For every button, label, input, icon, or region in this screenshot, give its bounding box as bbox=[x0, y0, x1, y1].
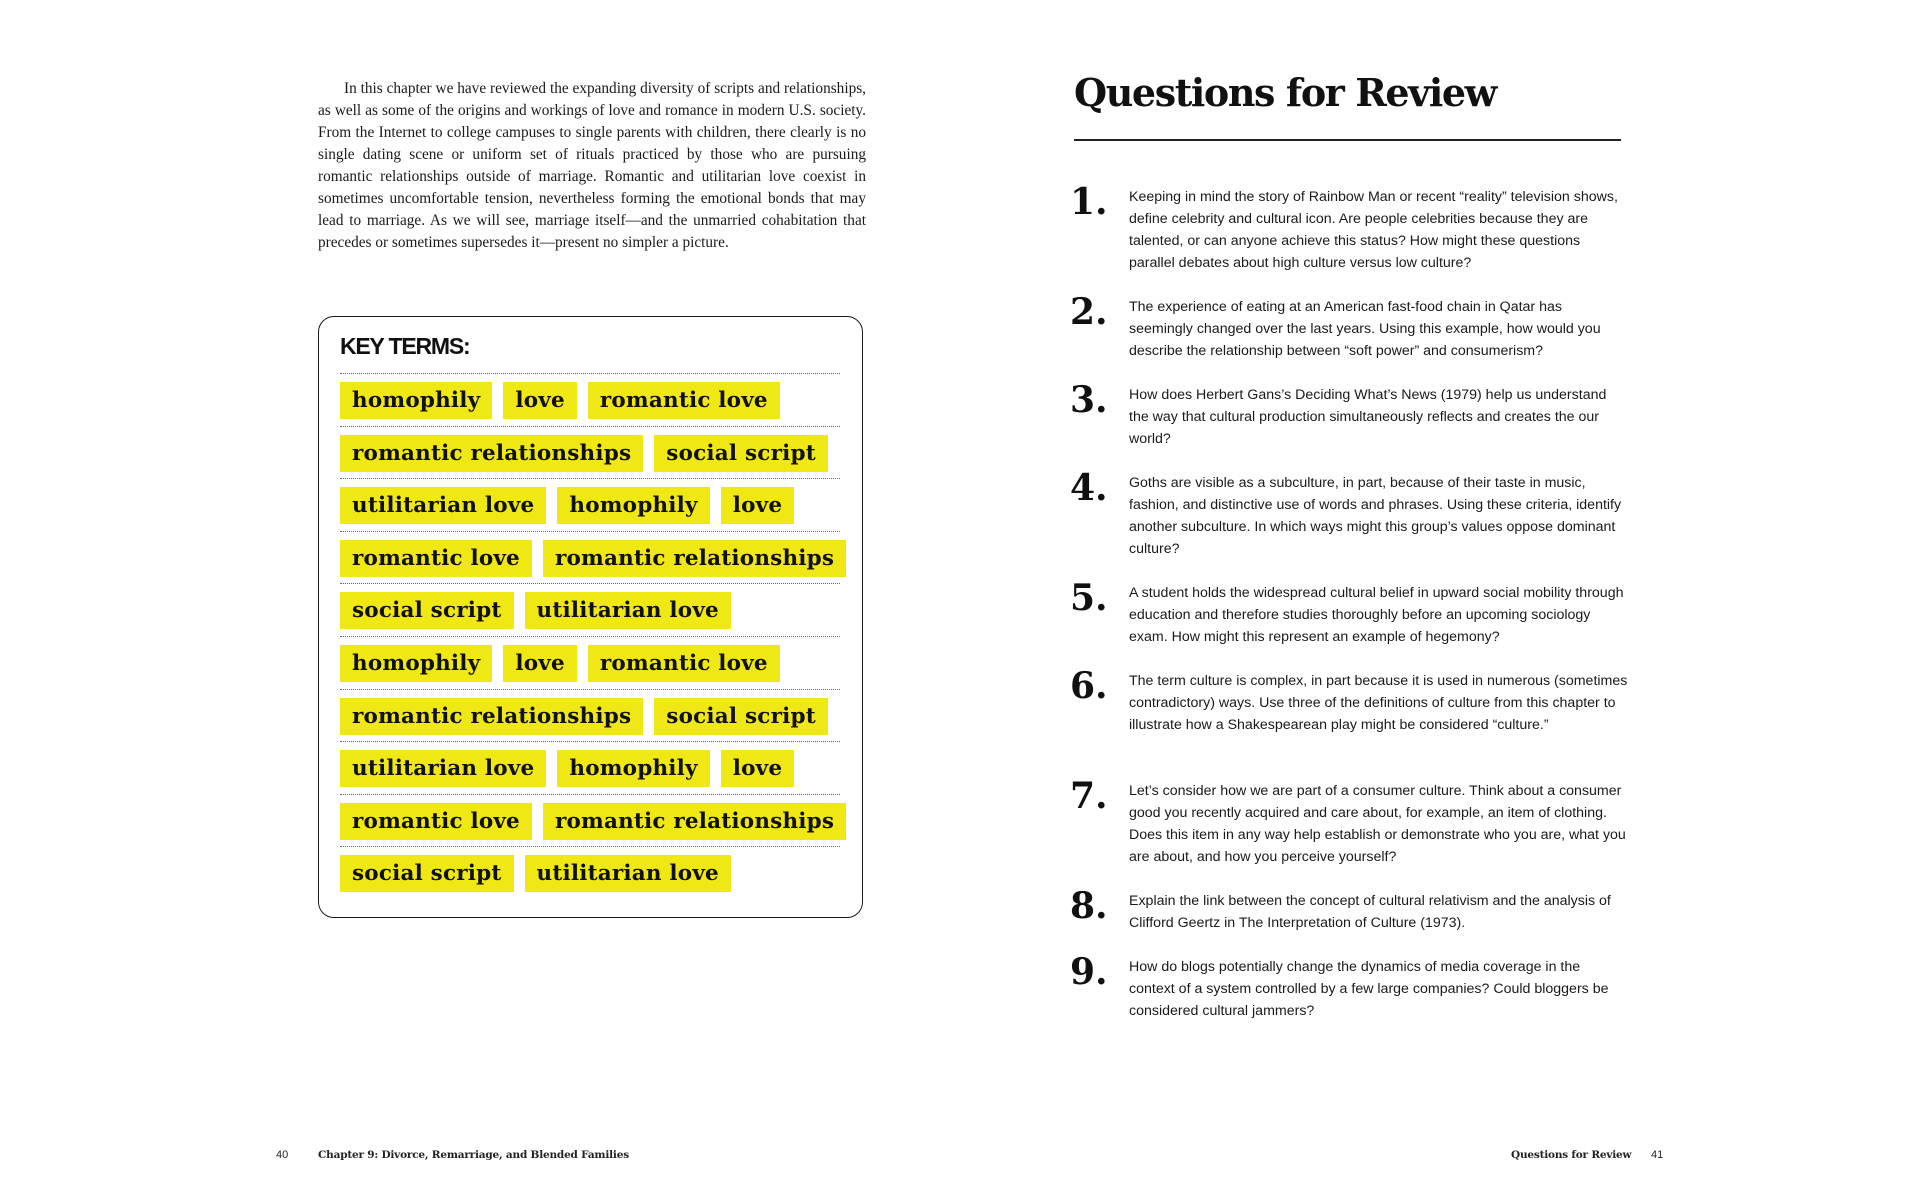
page-title: Questions for Review bbox=[1074, 70, 1496, 115]
key-term: love bbox=[503, 645, 576, 682]
key-term: romantic relationships bbox=[543, 803, 846, 840]
key-terms-row bbox=[340, 583, 840, 636]
question-number: 7. bbox=[1070, 775, 1108, 817]
key-term: homophily bbox=[340, 382, 492, 419]
key-terms-row bbox=[340, 373, 840, 426]
key-term: utilitarian love bbox=[525, 592, 731, 629]
question-text: How do blogs potentially change the dynamics of media coverage in the context of a system controlled by a few large companies? Could bloggers be considered cultural jammers? bbox=[1129, 959, 1609, 1019]
page-number-left: 40 bbox=[276, 1149, 289, 1161]
question-number: 1. bbox=[1070, 181, 1108, 223]
key-term: utilitarian love bbox=[340, 487, 546, 524]
key-terms-row bbox=[340, 794, 840, 847]
question-number: 9. bbox=[1070, 951, 1108, 993]
question-text: Let’s consider how we are part of a consumer culture. Think about a consumer good you recently acquired and care about, for example, an item of clothing. Does this item in any way help establish or demonstrate who you are, what you are about, and how you perceive yourself? bbox=[1129, 783, 1626, 865]
key-term: romantic relationships bbox=[340, 435, 643, 472]
key-terms-heading: KEY TERMS: bbox=[340, 333, 470, 359]
question-number: 3. bbox=[1070, 379, 1108, 421]
key-term: romantic relationships bbox=[340, 698, 643, 735]
key-terms-row bbox=[340, 426, 840, 479]
key-term: utilitarian love bbox=[525, 855, 731, 892]
key-term: social script bbox=[340, 592, 514, 629]
key-terms-row bbox=[340, 636, 840, 689]
key-term: love bbox=[721, 750, 794, 787]
question-number: 8. bbox=[1070, 885, 1108, 927]
question-number: 4. bbox=[1070, 467, 1108, 509]
question-number: 5. bbox=[1070, 577, 1108, 619]
key-term: love bbox=[721, 487, 794, 524]
key-term: romantic relationships bbox=[543, 540, 846, 577]
key-term: romantic love bbox=[588, 382, 780, 419]
key-terms-row bbox=[340, 741, 840, 794]
question-text: The experience of eating at an American fast-food chain in Qatar has seemingly changed over the last years. Using this example, how would you describe the relationship between “soft power” and consumerism? bbox=[1129, 299, 1601, 359]
right-page bbox=[960, 0, 1920, 1200]
key-term: social script bbox=[340, 855, 514, 892]
question-number: 6. bbox=[1070, 665, 1108, 707]
key-terms-box bbox=[318, 316, 863, 918]
question-text: The term culture is complex, in part because it is used in numerous (sometimes contradictory) ways. Use three of the definitions of culture from this chapter to illustrate how a Shakespearean play might be considered “culture.” bbox=[1129, 673, 1628, 733]
key-term: love bbox=[503, 382, 576, 419]
question-text: Explain the link between the concept of cultural relativism and the analysis of Clifford Geertz in The Interpretation of Culture (1973). bbox=[1129, 893, 1611, 931]
question-number: 2. bbox=[1070, 291, 1108, 333]
key-terms-row bbox=[340, 689, 840, 742]
question-text: How does Herbert Gans’s Deciding What’s News (1979) help us understand the way that cultural production simultaneously reflects and creates the our world? bbox=[1129, 387, 1607, 447]
running-head-right: Questions for Review bbox=[1511, 1149, 1632, 1161]
intro-paragraph: In this chapter we have reviewed the expanding diversity of scripts and relationships, as well as some of the origins and workings of love and romance in modern U.S. society. From the Internet to college campuses to single parents with children, there clearly is no single dating scene or uniform set of rituals practiced by those who are pursuing romantic relationships outside of marriage. Romantic and utilitarian love coexist in sometimes uncomfortable tension, nevertheless forming the emotional bonds that may lead to marriage. As we will see, marriage itself—and the unmarried cohabitation that precedes or sometimes supersedes it—present no simpler a picture. bbox=[318, 80, 866, 251]
title-divider bbox=[1074, 139, 1621, 141]
key-term: social script bbox=[654, 435, 828, 472]
key-terms-row bbox=[340, 846, 840, 899]
key-terms-row bbox=[340, 531, 840, 584]
key-terms-list bbox=[340, 373, 840, 899]
question-text: Keeping in mind the story of Rainbow Man or recent “reality” television shows, define celebrity and cultural icon. Are people celebrities because they are talented, or can anyone achieve this status? How might these questions parallel debates about high culture versus low culture? bbox=[1129, 189, 1618, 271]
key-term: homophily bbox=[557, 750, 709, 787]
page-number-right: 41 bbox=[1651, 1149, 1664, 1161]
key-term: homophily bbox=[557, 487, 709, 524]
key-term: romantic love bbox=[340, 540, 532, 577]
question-text: A student holds the widespread cultural belief in upward social mobility through education and therefore studies thoroughly before an upcoming sociology exam. How might this represent an example of hegemony? bbox=[1129, 585, 1624, 645]
question-text: Goths are visible as a subculture, in part, because of their taste in music, fashion, and distinctive use of words and phrases. Using these criteria, identify another subculture. In which ways might this group’s values oppose dominant culture? bbox=[1129, 475, 1622, 557]
key-term: romantic love bbox=[588, 645, 780, 682]
key-terms-row bbox=[340, 478, 840, 531]
key-term: romantic love bbox=[340, 803, 532, 840]
key-term: social script bbox=[654, 698, 828, 735]
key-term: utilitarian love bbox=[340, 750, 546, 787]
running-head-left: Chapter 9: Divorce, Remarriage, and Blended Families bbox=[318, 1149, 629, 1161]
key-term: homophily bbox=[340, 645, 492, 682]
